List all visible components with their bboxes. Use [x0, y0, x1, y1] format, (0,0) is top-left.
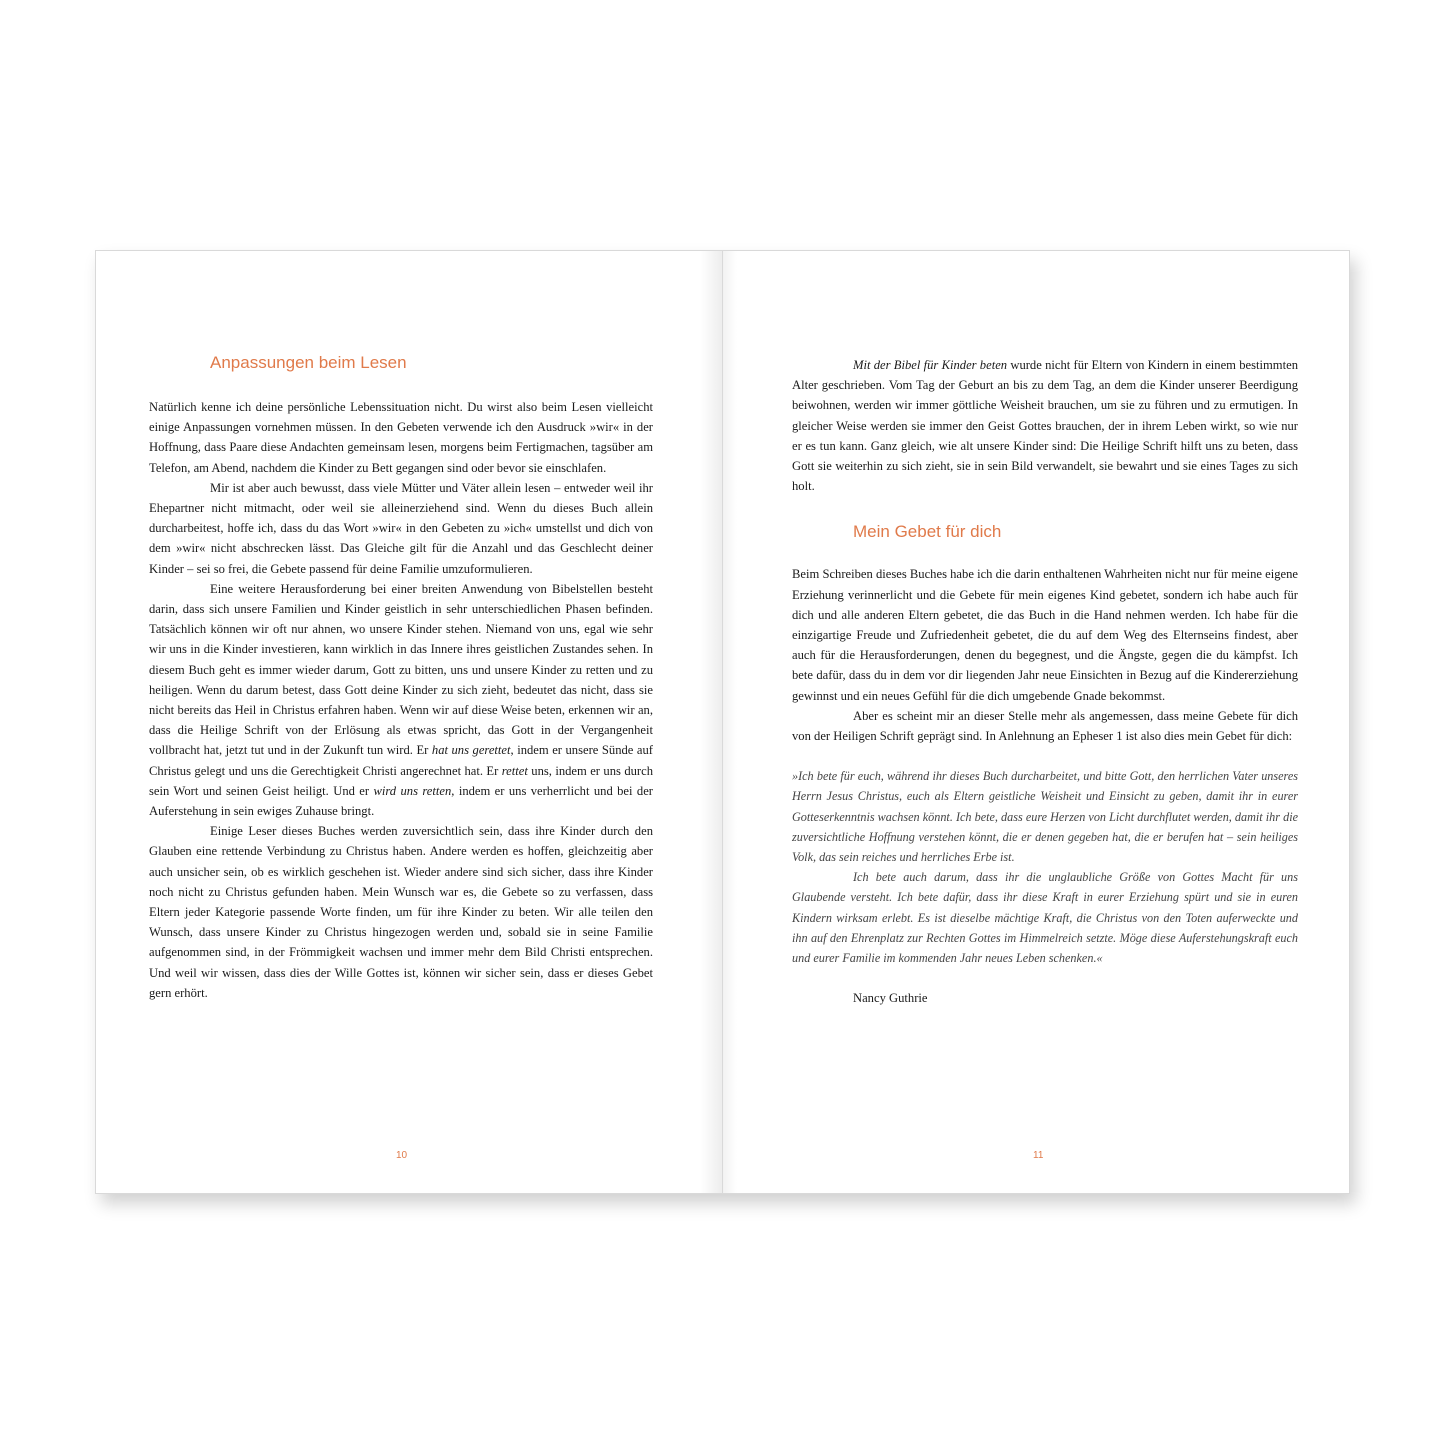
emphasis: hat uns gerettet: [431, 743, 511, 758]
author-signature: Nancy Guthrie: [853, 991, 928, 1006]
paragraph: Aber es scheint mir an dieser Stelle mehr als angemessen, dass meine Gebete für dich von der Heiligen Schrift geprägt sind. In Anlehnung an Epheser 1 ist also dies mein Gebet für dich:: [792, 708, 1298, 744]
right-page-body: [792, 355, 1298, 1008]
book-title: Mit der Bibel für Kinder beten: [853, 358, 1008, 372]
prayer-quote: [792, 766, 1298, 968]
gutter-shadow: [700, 251, 722, 1193]
text-run: Eine weitere Herausforderung bei einer breiten Anwendung von Bibelstellen besteht darin, dass sich unsere Familien und Kinder geistlich in sehr unterschiedlichen Phasen befinden. Tatsächlich können wir oft nur ahnen, wo unsere Kinder stehen. Niemand von uns, egal wie sehr wir uns in die Kinder investieren, kann wirklich in das Innere ihres geistlichen Zustandes sehen. In diesem Buch geht es immer wieder darum, Gott zu bitten, uns und unsere Kinder zu retten und zu heiligen. Wenn du darum betest, dass Gott deine Kinder zu sich zieht, bedeutet das nicht, dass sie nicht bereits das Heil in Christus erfahren haben. Wenn wir auf diese Weise beten, erkennen wir an, dass die Heilige Schrift von der Erlösung als etwas spricht, das Gott in der Vergangenheit vollbracht hat, jetzt tut und in der Zukunft tun wird. Er: [149, 581, 653, 758]
quote-paragraph: Ich bete auch darum, dass ihr die unglaubliche Größe von Gottes Macht für uns Glaubende versteht. Ich bete dafür, dass ihr diese Kraft in eurer Erziehung spürt und sie in euren Kindern wirksam erlebt. Es ist dieselbe mächtige Kraft, die Christus von den Toten auferweckte und ihn auf den Ehrenplatz zur Rechten Gottes im Himmelreich setzte. Möge diese Auferstehungskraft euch und eurer Familie im kommenden Jahr neues Leben schenken.«: [792, 870, 1298, 966]
text-run: uns, indem er uns durch sein Wort und seinen Geist heiligt. Und er: [149, 763, 653, 798]
emphasis: wird uns retten: [373, 783, 452, 798]
paragraph: Mir ist aber auch bewusst, dass viele Mütter und Väter allein lesen – entweder weil ihr Ehepartner nicht mitmacht, oder weil sie alleinerziehend sind. Wenn du dieses Buch allein durcharbeitest, hoffe ich, dass du das Wort »wir« in den Gebeten zu »ich« umstellst und dich von dem »wir« nicht abschrecken lässt. Das Gleiche gilt für die Anzahl und das Geschlecht deiner Kinder – sei so frei, die Gebete passend für deine Familie umzuformulieren.: [149, 480, 653, 576]
page-number: 10: [396, 1150, 408, 1161]
book-spread: [95, 250, 1350, 1194]
right-page: [722, 250, 1350, 1194]
left-page: [95, 250, 723, 1194]
text-run: , indem er uns verherrlicht und bei der Auferstehung in sein ewiges Zuhause bringt.: [149, 783, 653, 819]
section-heading-anpassungen: Anpassungen beim Lesen: [210, 353, 407, 372]
paragraph: Einige Leser dieses Buches werden zuversichtlich sein, dass ihre Kinder durch den Glauben eine rettende Verbindung zu Christus haben. Andere werden es hoffen, gleichzeitig aber auch unsicher sein, ob es wirklich geschehen ist. Wieder andere sind sich sicher, dass ihre Kinder noch nicht zu Christus gefunden haben. Mein Wunsch war es, die Gebete so zu verfassen, dass Eltern jeder Kategorie passende Worte finden, um für ihre Kinder zu beten. Wir alle teilen den Wunsch, dass unsere Kinder zu Christus hingezogen werden und, sobald sie in seine Familie aufgenommen sind, in der Frömmigkeit wachsen und immer mehr dem Bild Christi entsprechen. Und weil wir wissen, dass dies der Wille Gottes ist, können wir sicher sein, dass er dieses Gebet gern erhört.: [149, 824, 653, 1000]
left-page-body: [149, 397, 653, 1003]
quote-paragraph: »Ich bete für euch, während ihr dieses Buch durcharbeitet, und bitte Gott, den herrlichen Vater unseres Herrn Jesus Christus, euch als Eltern geistliche Weisheit und Einsicht zu geben, damit ihr in eurer Gotteserkenntnis wachsen könnt. Ich bete, dass eure Herzen von Licht durchflutet werden, damit ihr die zuversichtliche Hoffnung verstehen könnt, die er denen gegeben hat, die er berufen hat – sein heiliges Volk, das sein reiches und herrliches Erbe ist.: [792, 769, 1298, 865]
paragraph: Natürlich kenne ich deine persönliche Lebenssituation nicht. Du wirst also beim Lesen vielleicht einige Anpassungen vornehmen müssen. In den Gebeten verwende ich den Ausdruck »wir« in der Hoffnung, dass Paare diese Andachten gemeinsam lesen, morgens beim Fertigmachen, tagsüber am Telefon, am Abend, nachdem die Kinder zu Bett gegangen sind oder bevor sie einschlafen.: [149, 400, 653, 475]
section-heading-gebet: Mein Gebet für dich: [853, 522, 1002, 542]
gutter-shadow: [723, 251, 737, 1193]
text-run: wurde nicht für Eltern von Kindern in einem bestimmten Alter geschrieben. Vom Tag der Geburt an bis zu dem Tag, an dem die Kinder unserer Beerdigung beiwohnen, werden wir immer göttliche Weisheit brauchen, um sie zu führen und zu ermutigen. In gleicher Weise werden sie immer den Geist Gottes brauchen, der in ihrem Leben wirkt, so wie nur er es tun kann. Ganz gleich, wie alt unsere Kinder sind: Die Heilige Schrift hilft uns zu beten, dass Gott sie weiterhin zu sich zieht, sie in sein Bild verwandelt, sie bewahrt und sie eines Tages zu sich holt.: [792, 358, 1298, 494]
emphasis: rettet: [501, 763, 528, 778]
paragraph: Beim Schreiben dieses Buches habe ich die darin enthaltenen Wahrheiten nicht nur für meine eigene Erziehung verinnerlicht und die Gebete für mein eigenes Kind gebetet, sondern ich habe auch für dich und alle anderen Eltern gebetet, die das Buch in die Hand nehmen werden. Ich habe für die einzigartige Freude und Zufriedenheit gebetet, die du auf dem Weg des Elternseins findest, aber auch für die Herausforderungen, denen du begegnest, und die Ängste, gegen die du kämpfst. Ich bete dafür, dass du in dem vor dir liegenden Jahr neue Einsichten in Bezug auf die Kindererziehung gewinnst und ein neues Gefühl für die dich umgebende Gnade bekommst.: [792, 567, 1298, 703]
text-run: , indem er unsere Sünde auf Christus gelegt und uns die Gerechtigkeit Christi angerechnet hat. Er: [149, 743, 653, 778]
page-number: 11: [1033, 1150, 1044, 1161]
intro-paragraph: [792, 355, 1298, 496]
paragraph: [149, 579, 653, 821]
